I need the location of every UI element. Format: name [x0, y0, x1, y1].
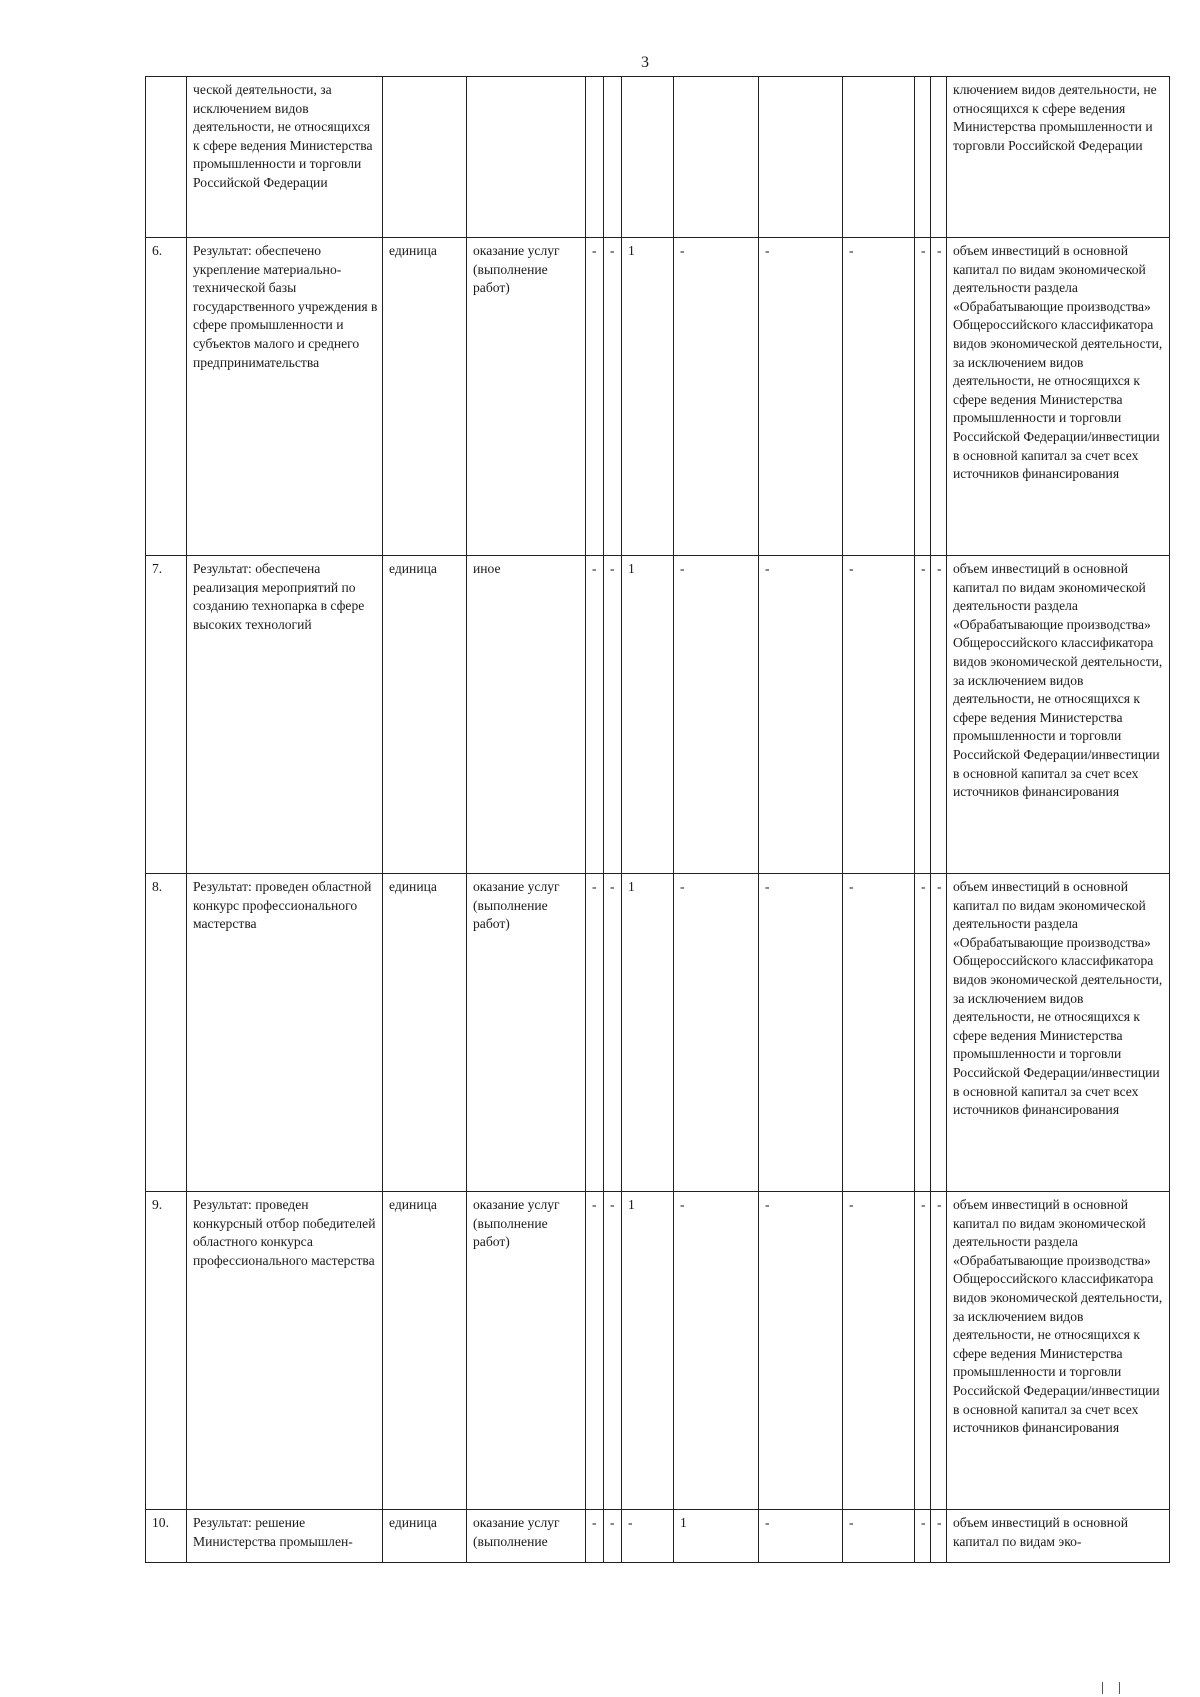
- row-number: 8.: [146, 874, 187, 1192]
- scan-mark: [1102, 1682, 1103, 1694]
- value-cell: -: [931, 874, 947, 1192]
- value-cell: -: [586, 874, 604, 1192]
- indicator-cell: объем инвестиций в основной капитал по видам эко-: [947, 1510, 1170, 1563]
- type-cell: [467, 77, 586, 238]
- type-cell: оказание услуг (выполнение работ): [467, 1192, 586, 1510]
- value-cell: -: [586, 1510, 604, 1563]
- result-name: Результат: проведен конкурсный отбор победителей областного конкурса профессионального мастерства: [187, 1192, 383, 1510]
- indicator-cell: объем инвестиций в основной капитал по видам экономической деятельности раздела «Обрабатывающие производства» Общероссийского классификатора видов экономической деятельности, за исключением видов деятельности, не относящихся к сфере ведения Министерства промышленности и торговли Российской Федерации/инвестиции в основной капитал за счет всех источников финансирования: [947, 238, 1170, 556]
- value-cell: -: [586, 238, 604, 556]
- value-cell: -: [843, 1510, 915, 1563]
- value-cell: [674, 77, 759, 238]
- value-cell: -: [674, 556, 759, 874]
- type-cell: оказание услуг (выполнение работ): [467, 238, 586, 556]
- value-cell: [759, 77, 843, 238]
- value-cell: -: [915, 874, 931, 1192]
- value-cell: -: [604, 238, 622, 556]
- value-cell: -: [586, 556, 604, 874]
- value-cell: [843, 77, 915, 238]
- type-cell: оказание услуг (выполнение: [467, 1510, 586, 1563]
- row-number: 6.: [146, 238, 187, 556]
- unit-cell: единица: [383, 556, 467, 874]
- value-cell: -: [915, 238, 931, 556]
- value-cell: [604, 77, 622, 238]
- result-name: Результат: обеспечена реализация мероприятий по созданию технопарка в сфере высоких технологий: [187, 556, 383, 874]
- value-cell: -: [604, 1192, 622, 1510]
- row-number: 10.: [146, 1510, 187, 1563]
- type-cell: оказание услуг (выполнение работ): [467, 874, 586, 1192]
- value-cell: -: [915, 556, 931, 874]
- unit-cell: [383, 77, 467, 238]
- value-cell: [931, 77, 947, 238]
- value-cell: -: [915, 1192, 931, 1510]
- value-cell: -: [759, 1192, 843, 1510]
- value-cell: -: [674, 238, 759, 556]
- value-cell: -: [674, 874, 759, 1192]
- value-cell: [622, 77, 674, 238]
- value-cell: -: [759, 556, 843, 874]
- type-cell: иное: [467, 556, 586, 874]
- row-number: [146, 77, 187, 238]
- indicator-cell: объем инвестиций в основной капитал по видам экономической деятельности раздела «Обрабатывающие производства» Общероссийского классификатора видов экономической деятельности, за исключением видов деятельности, не относящихся к сфере ведения Министерства промышленности и торговли Российской Федерации/инвестиции в основной капитал за счет всех источников финансирования: [947, 1192, 1170, 1510]
- value-cell: -: [931, 1510, 947, 1563]
- value-cell: 1: [622, 238, 674, 556]
- result-name: ческой деятельности, за исключением видов деятельности, не относящихся к сфере ведения Министерства промышленности и торговли Российской Федерации: [187, 77, 383, 238]
- table-row: [146, 874, 1170, 1192]
- value-cell: 1: [622, 556, 674, 874]
- value-cell: -: [604, 1510, 622, 1563]
- result-name: Результат: проведен областной конкурс профессионального мастерства: [187, 874, 383, 1192]
- value-cell: -: [759, 874, 843, 1192]
- value-cell: -: [931, 1192, 947, 1510]
- indicator-cell: ключением видов деятельности, не относящихся к сфере ведения Министерства промышленности и торговли Российской Федерации: [947, 77, 1170, 238]
- value-cell: -: [586, 1192, 604, 1510]
- table-row: [146, 1192, 1170, 1510]
- row-number: 7.: [146, 556, 187, 874]
- table-row: [146, 556, 1170, 874]
- value-cell: -: [843, 556, 915, 874]
- value-cell: 1: [622, 874, 674, 1192]
- indicator-cell: объем инвестиций в основной капитал по видам экономической деятельности раздела «Обрабатывающие производства» Общероссийского классификатора видов экономической деятельности, за исключением видов деятельности, не относящихся к сфере ведения Министерства промышленности и торговли Российской Федерации/инвестиции в основной капитал за счет всех источников финансирования: [947, 874, 1170, 1192]
- value-cell: -: [622, 1510, 674, 1563]
- indicator-cell: объем инвестиций в основной капитал по видам экономической деятельности раздела «Обрабатывающие производства» Общероссийского классификатора видов экономической деятельности, за исключением видов деятельности, не относящихся к сфере ведения Министерства промышленности и торговли Российской Федерации/инвестиции в основной капитал за счет всех источников финансирования: [947, 556, 1170, 874]
- value-cell: -: [931, 556, 947, 874]
- value-cell: -: [759, 1510, 843, 1563]
- value-cell: 1: [622, 1192, 674, 1510]
- value-cell: -: [931, 238, 947, 556]
- value-cell: -: [843, 874, 915, 1192]
- value-cell: -: [843, 1192, 915, 1510]
- unit-cell: единица: [383, 1510, 467, 1563]
- table-row: [146, 1510, 1170, 1563]
- value-cell: -: [604, 874, 622, 1192]
- value-cell: [586, 77, 604, 238]
- unit-cell: единица: [383, 874, 467, 1192]
- value-cell: [915, 77, 931, 238]
- results-table: [145, 76, 1170, 1563]
- page-number: 3: [641, 54, 649, 71]
- unit-cell: единица: [383, 238, 467, 556]
- result-name: Результат: решение Министерства промышлен-: [187, 1510, 383, 1563]
- value-cell: -: [843, 238, 915, 556]
- value-cell: -: [674, 1192, 759, 1510]
- value-cell: -: [759, 238, 843, 556]
- row-number: 9.: [146, 1192, 187, 1510]
- result-name: Результат: обеспечено укрепление материально-технической базы государственного учреждения в сфере промышленности и субъектов малого и среднего предпринимательства: [187, 238, 383, 556]
- table-row: [146, 238, 1170, 556]
- unit-cell: единица: [383, 1192, 467, 1510]
- value-cell: -: [915, 1510, 931, 1563]
- value-cell: 1: [674, 1510, 759, 1563]
- scan-mark: [1119, 1682, 1120, 1694]
- value-cell: -: [604, 556, 622, 874]
- table-row: [146, 77, 1170, 238]
